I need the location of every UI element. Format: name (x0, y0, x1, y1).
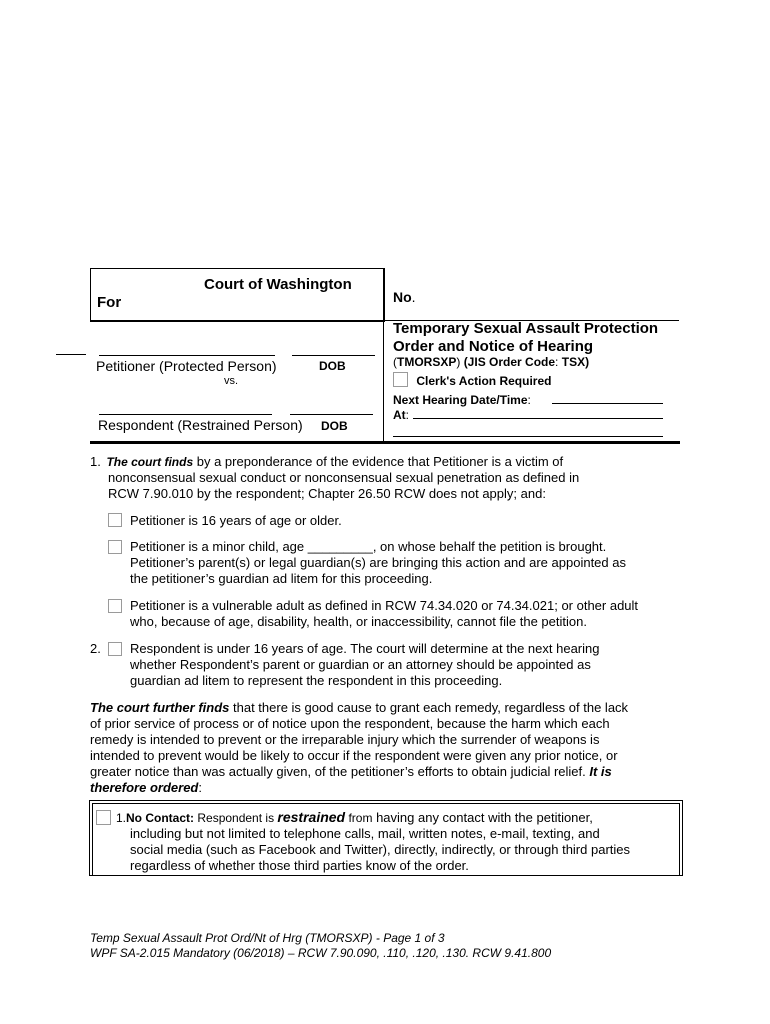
no-contact-label: No Contact: (126, 811, 195, 825)
hearing-location-row (393, 408, 409, 422)
case-number-period: . (411, 289, 416, 305)
no-contact-from: from (345, 811, 373, 825)
respondent-dob-label: DOB (321, 419, 348, 433)
finding-1-lead: The court finds (106, 455, 194, 469)
finding-1-line2: nonconsensual sexual conduct or nonconsensual sexual penetration as defined in (108, 470, 580, 485)
caption-bottom-rule (90, 441, 680, 444)
finding-2-line2: whether Respondent’s parent or guardian or an attorney should be appointed as (130, 657, 591, 672)
option-c-line1: Petitioner is a vulnerable adult as defined in RCW 74.34.020 or 74.34.021; or other adult (130, 598, 639, 613)
ordered-colon: : (198, 780, 202, 795)
hearing-location-blank-2[interactable] (393, 436, 663, 437)
further-findings-lead: The court further finds (90, 700, 230, 715)
hearing-location-blank[interactable] (413, 418, 663, 419)
further-findings (90, 700, 690, 796)
jis-code-label: (JIS Order Code (463, 355, 556, 369)
further-findings-line1: that there is good cause to grant each remedy, regardless of the lack (229, 700, 629, 715)
further-findings-line3: remedy is intended to prevent or the irreparable injury which the surrender of weapons is (90, 732, 600, 747)
for-label: For (97, 294, 122, 311)
option-b-line3: the petitioner’s guardian ad litem for this proceeding. (130, 571, 433, 586)
option-c-line2: who, because of age, disability, health, or inaccessibility, cannot file the petition. (130, 614, 587, 629)
document-title-line1: Temporary Sexual Assault Protection (393, 320, 659, 337)
no-contact-line2: including but not limited to telephone calls, mail, written notes, e-mail, texting, and (130, 826, 600, 841)
order-code-close: ) (456, 355, 461, 369)
finding-2-number: 2. (90, 641, 101, 656)
finding-1-line3: RCW 7.90.010 by the respondent; Chapter 26.50 RCW does not apply; and: (108, 486, 546, 501)
no-contact-line1: having any contact with the petitioner, (372, 810, 593, 825)
petitioner-label: Petitioner (Protected Person) (96, 358, 277, 374)
respondent-dob-blank[interactable] (290, 414, 373, 415)
petitioner-dob-label: DOB (319, 359, 346, 373)
no-contact-pre: Respondent is (194, 811, 278, 825)
petitioner-name-blank[interactable] (99, 355, 275, 356)
order-code-abbr: TMORSXP (397, 355, 457, 369)
clerk-action-row (393, 372, 551, 388)
document-title-line2: Order and Notice of Hearing (393, 338, 594, 355)
footer-line2: WPF SA-2.015 Mandatory (06/2018) – RCW 7.90.090, .110, .120, .130. RCW 9.41.800 (90, 946, 552, 960)
further-findings-line4: intended to prevent would be likely to occur if the respondent were given any prior notice, or (90, 748, 618, 763)
option-b-line2: Petitioner’s parent(s) or legal guardian(s) are bringing this action and are appointed as (130, 555, 626, 570)
no-contact-number: 1. (116, 811, 127, 825)
finding-1-option-b (108, 539, 678, 587)
finding-1-line1: by a preponderance of the evidence that Petitioner is a victim of (193, 454, 564, 469)
finding-2 (90, 641, 680, 689)
no-contact-order (96, 809, 676, 874)
caption-divider-vertical (383, 269, 384, 442)
no-contact-line3: social media (such as Facebook and Twitter), directly, indirectly, or through third parties (130, 842, 630, 857)
court-name-label: Court of Washington (204, 276, 352, 293)
jis-code-colon: : (555, 355, 559, 369)
next-hearing-row (393, 393, 531, 407)
case-number-no: No (393, 289, 412, 305)
footer-line1: Temp Sexual Assault Prot Ord/Nt of Hrg (TMORSXP) - Page 1 of 3 (90, 931, 445, 945)
next-hearing-colon: : (527, 393, 531, 407)
respondent-label: Respondent (Restrained Person) (98, 417, 303, 433)
finding-2-line3: guardian ad litem to represent the respondent in this proceeding. (130, 673, 503, 688)
finding-1-number: 1. (90, 454, 101, 469)
respondent-name-blank[interactable] (99, 414, 272, 415)
document-title (393, 320, 658, 356)
petitioner-dob-blank[interactable] (292, 355, 375, 356)
order-code-open: ( (393, 355, 397, 369)
hearing-location-label: At (393, 408, 406, 422)
option-b-checkbox[interactable] (108, 540, 122, 554)
no-contact-checkbox[interactable] (96, 810, 111, 825)
clerk-action-label: Clerk's Action Required (416, 374, 552, 388)
finding-1-option-c (108, 598, 688, 630)
option-a-text: Petitioner is 16 years of age or older. (130, 513, 342, 528)
option-b-line1: Petitioner is a minor child, age _________, on whose behalf the petition is brought. (130, 539, 607, 554)
finding-1 (90, 454, 690, 502)
no-contact-line4: regardless of whether those third parties know of the order. (130, 858, 469, 873)
order-code-line (393, 355, 589, 369)
next-hearing-blank[interactable] (552, 403, 663, 404)
no-contact-restrained: restrained (277, 809, 346, 825)
clerk-action-checkbox[interactable] (393, 372, 408, 387)
finding-2-line1: Respondent is under 16 years of age. The court will determine at the next hearing (130, 641, 600, 656)
further-findings-line5: greater notice than was actually given, of the petitioner’s efforts to obtain judicial relief. (90, 764, 590, 779)
jis-code-value: TSX) (561, 355, 590, 369)
versus-label: vs. (224, 375, 239, 387)
ordered-part2: therefore ordered (90, 780, 199, 795)
ordered-part1: It is (589, 764, 612, 779)
hearing-location-colon: : (405, 408, 410, 422)
next-hearing-label: Next Hearing Date/Time (393, 393, 528, 407)
option-a-checkbox[interactable] (108, 513, 122, 527)
further-findings-line2: of prior service of process or of notice upon the respondent, because the harm which each (90, 716, 610, 731)
case-prefix-blank[interactable] (56, 354, 86, 355)
option-c-checkbox[interactable] (108, 599, 122, 613)
finding-2-checkbox[interactable] (108, 642, 122, 656)
finding-1-option-a (108, 513, 342, 529)
case-number-label (393, 289, 416, 305)
footer (90, 931, 551, 961)
